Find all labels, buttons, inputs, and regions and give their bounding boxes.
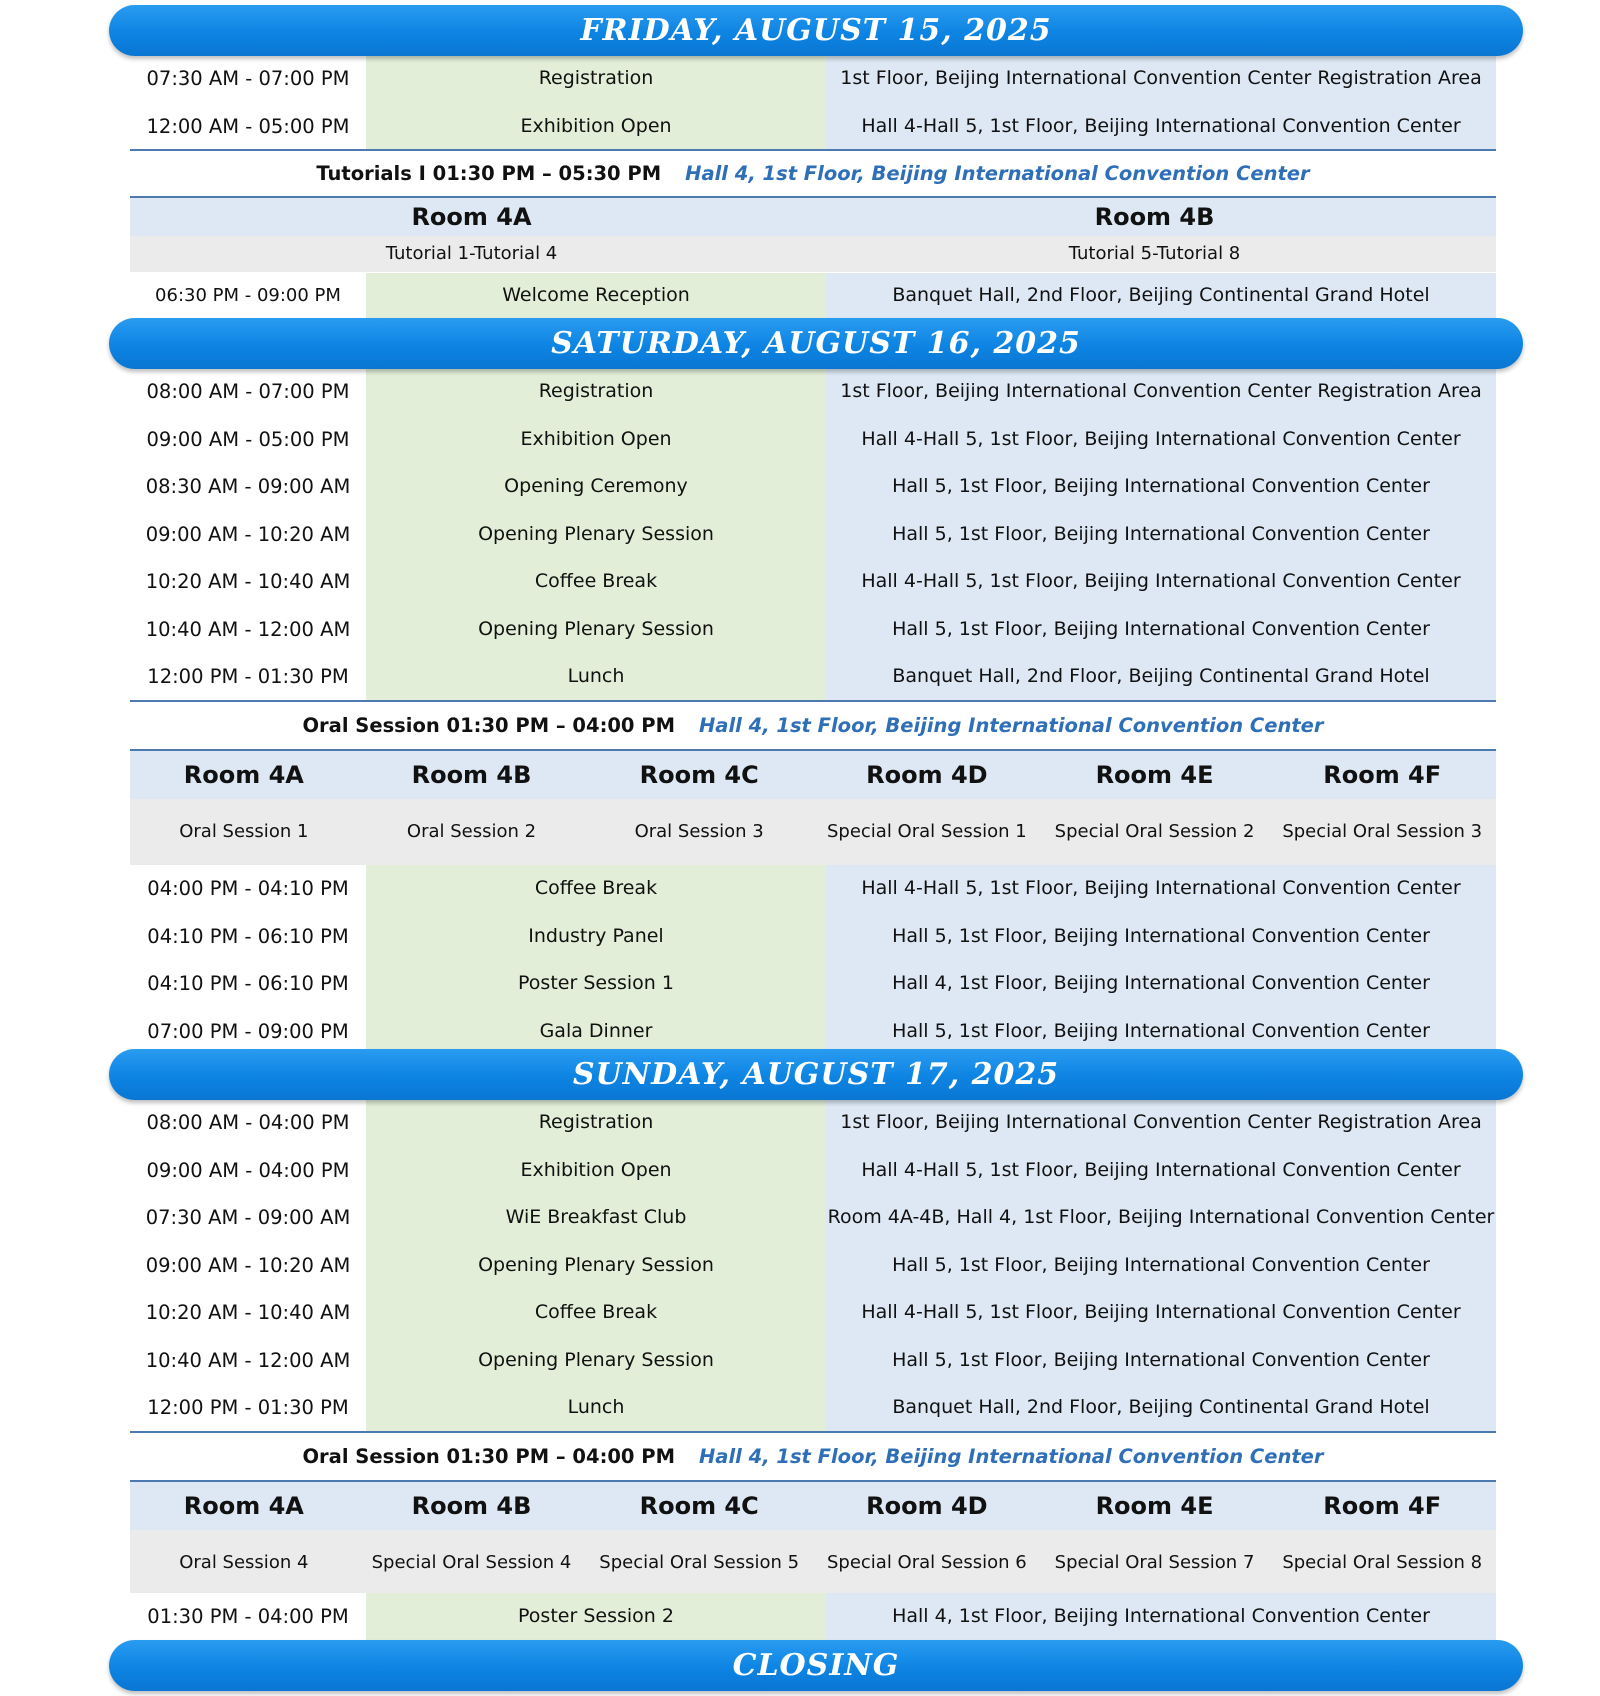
oral-session-heading: [130, 1431, 1496, 1482]
table-row: [130, 1289, 1496, 1337]
tutorials-heading: [130, 149, 1496, 198]
session-cell: Special Oral Session 2: [1054, 821, 1255, 842]
time-cell: 09:00 AM - 10:20 AM: [130, 511, 366, 559]
event-cell: Registration: [366, 55, 826, 103]
venue-cell: Hall 5, 1st Floor, Beijing International Convention Center: [826, 463, 1496, 511]
time-cell: 07:30 AM - 07:00 PM: [130, 55, 366, 103]
room-header: Room 4D: [866, 1492, 988, 1520]
time-cell: 12:00 AM - 05:00 PM: [130, 103, 366, 151]
day-title: SATURDAY, AUGUST 16, 2025: [551, 326, 1081, 361]
event-cell: Exhibition Open: [366, 103, 826, 151]
time-cell: 04:10 PM - 06:10 PM: [130, 960, 366, 1008]
time-cell: 04:00 PM - 04:10 PM: [130, 865, 366, 913]
table-row: [130, 273, 1496, 318]
day-title: FRIDAY, AUGUST 15, 2025: [580, 13, 1052, 48]
venue-cell: Hall 5, 1st Floor, Beijing International Convention Center: [826, 913, 1496, 961]
table-row: [130, 416, 1496, 464]
session-cell: Special Oral Session 4: [371, 1552, 572, 1573]
closing-banner: [109, 1640, 1523, 1691]
event-cell: Opening Plenary Session: [366, 511, 826, 559]
session-cell: Special Oral Session 6: [826, 1552, 1027, 1573]
event-cell: Poster Session 1: [366, 960, 826, 1008]
session-cell: Oral Session 4: [179, 1552, 309, 1573]
time-cell: 07:30 AM - 09:00 AM: [130, 1194, 366, 1242]
room-header: Room 4B: [411, 761, 532, 789]
section-location: Hall 4, 1st Floor, Beijing International Convention Center: [698, 714, 1324, 737]
room-header: Room 4C: [639, 1492, 759, 1520]
time-cell: 07:00 PM - 09:00 PM: [130, 1008, 366, 1056]
tutorial-row: [130, 236, 1496, 272]
time-cell: 06:30 PM - 09:00 PM: [130, 273, 366, 318]
event-cell: Opening Plenary Session: [366, 1242, 826, 1290]
room-header: Room 4C: [639, 761, 759, 789]
table-row: [130, 511, 1496, 559]
venue-cell: Hall 4-Hall 5, 1st Floor, Beijing International Convention Center: [826, 1289, 1496, 1337]
section-label: Oral Session 01:30 PM – 04:00 PM: [302, 714, 675, 737]
section-location: Hall 4, 1st Floor, Beijing International Convention Center: [685, 162, 1310, 185]
table-row: [130, 463, 1496, 511]
table-row: [130, 960, 1496, 1008]
venue-cell: Hall 4-Hall 5, 1st Floor, Beijing International Convention Center: [826, 865, 1496, 913]
event-cell: Opening Ceremony: [366, 463, 826, 511]
venue-cell: Hall 4-Hall 5, 1st Floor, Beijing International Convention Center: [826, 1147, 1496, 1195]
table-row: [130, 1384, 1496, 1432]
room-header: Room 4A: [411, 203, 532, 231]
oral-session-row: [130, 799, 1496, 865]
room-header: Room 4F: [1323, 1492, 1442, 1520]
event-cell: Lunch: [366, 1384, 826, 1432]
venue-cell: Hall 5, 1st Floor, Beijing International Convention Center: [826, 606, 1496, 654]
venue-cell: Hall 4-Hall 5, 1st Floor, Beijing International Convention Center: [826, 103, 1496, 151]
venue-cell: Hall 4, 1st Floor, Beijing International Convention Center: [826, 960, 1496, 1008]
saturday-schedule-table: [130, 368, 1496, 701]
time-cell: 08:30 AM - 09:00 AM: [130, 463, 366, 511]
day-title: SUNDAY, AUGUST 17, 2025: [572, 1057, 1060, 1092]
reception-table: [130, 273, 1496, 318]
tutorial-cell: Tutorial 5-Tutorial 8: [1068, 243, 1241, 264]
event-cell: Poster Session 2: [366, 1593, 826, 1641]
event-cell: Exhibition Open: [366, 1147, 826, 1195]
table-row: [130, 558, 1496, 606]
event-cell: Coffee Break: [366, 1289, 826, 1337]
table-row: [130, 103, 1496, 151]
day-banner-saturday: [109, 318, 1523, 369]
table-row: [130, 1099, 1496, 1147]
table-row: [130, 1242, 1496, 1290]
room-header: Room 4B: [1094, 203, 1215, 231]
room-header: Room 4E: [1095, 761, 1214, 789]
venue-cell: Hall 5, 1st Floor, Beijing International Convention Center: [826, 1337, 1496, 1385]
section-label: Tutorials I 01:30 PM – 05:30 PM: [316, 162, 662, 185]
session-cell: Oral Session 3: [634, 821, 764, 842]
event-cell: Opening Plenary Session: [366, 606, 826, 654]
venue-cell: Banquet Hall, 2nd Floor, Beijing Continental Grand Hotel: [826, 653, 1496, 701]
venue-cell: Hall 5, 1st Floor, Beijing International Convention Center: [826, 511, 1496, 559]
table-row: [130, 1337, 1496, 1385]
saturday-evening-table: [130, 865, 1496, 1055]
venue-cell: 1st Floor, Beijing International Convention Center Registration Area: [826, 1099, 1496, 1147]
time-cell: 08:00 AM - 04:00 PM: [130, 1099, 366, 1147]
table-row: [130, 913, 1496, 961]
event-cell: Opening Plenary Session: [366, 1337, 826, 1385]
table-row: [130, 368, 1496, 416]
room-header: Room 4E: [1095, 1492, 1214, 1520]
sunday-poster-table: [130, 1593, 1496, 1641]
event-cell: Registration: [366, 1099, 826, 1147]
oral-room-header: [130, 751, 1496, 799]
venue-cell: Hall 4, 1st Floor, Beijing International Convention Center: [826, 1593, 1496, 1641]
room-header: Room 4D: [866, 761, 988, 789]
time-cell: 09:00 AM - 05:00 PM: [130, 416, 366, 464]
venue-cell: Room 4A-4B, Hall 4, 1st Floor, Beijing International Convention Center: [826, 1194, 1496, 1242]
oral-session-row: [130, 1530, 1496, 1596]
venue-cell: Hall 4-Hall 5, 1st Floor, Beijing International Convention Center: [826, 558, 1496, 606]
table-row: [130, 865, 1496, 913]
session-cell: Oral Session 1: [179, 821, 309, 842]
table-row: [130, 606, 1496, 654]
room-header: Room 4F: [1323, 761, 1442, 789]
oral-session-heading: [130, 700, 1496, 751]
closing-title: CLOSING: [732, 1648, 900, 1683]
table-row: [130, 1147, 1496, 1195]
session-cell: Special Oral Session 1: [826, 821, 1027, 842]
table-row: [130, 1008, 1496, 1056]
time-cell: 01:30 PM - 04:00 PM: [130, 1593, 366, 1641]
time-cell: 10:20 AM - 10:40 AM: [130, 558, 366, 606]
venue-cell: 1st Floor, Beijing International Convention Center Registration Area: [826, 368, 1496, 416]
time-cell: 04:10 PM - 06:10 PM: [130, 913, 366, 961]
oral-room-header: [130, 1482, 1496, 1530]
event-cell: Coffee Break: [366, 558, 826, 606]
table-row: [130, 653, 1496, 701]
day-banner-friday: [109, 5, 1523, 56]
event-cell: Registration: [366, 368, 826, 416]
session-cell: Special Oral Session 5: [599, 1552, 800, 1573]
session-cell: Special Oral Session 7: [1054, 1552, 1255, 1573]
sunday-schedule-table: [130, 1099, 1496, 1432]
time-cell: 09:00 AM - 04:00 PM: [130, 1147, 366, 1195]
time-cell: 09:00 AM - 10:20 AM: [130, 1242, 366, 1290]
venue-cell: Hall 5, 1st Floor, Beijing International Convention Center: [826, 1242, 1496, 1290]
venue-cell: Banquet Hall, 2nd Floor, Beijing Continental Grand Hotel: [826, 1384, 1496, 1432]
session-cell: Special Oral Session 8: [1282, 1552, 1483, 1573]
time-cell: 10:20 AM - 10:40 AM: [130, 1289, 366, 1337]
section-label: Oral Session 01:30 PM – 04:00 PM: [302, 1445, 675, 1468]
venue-cell: Banquet Hall, 2nd Floor, Beijing Continental Grand Hotel: [826, 273, 1496, 318]
table-row: [130, 1593, 1496, 1641]
table-row: [130, 55, 1496, 103]
tutorial-room-header: [130, 198, 1496, 236]
friday-schedule-table: [130, 55, 1496, 150]
session-cell: Special Oral Session 3: [1282, 821, 1483, 842]
table-row: [130, 1194, 1496, 1242]
venue-cell: Hall 4-Hall 5, 1st Floor, Beijing International Convention Center: [826, 416, 1496, 464]
event-cell: Coffee Break: [366, 865, 826, 913]
time-cell: 12:00 PM - 01:30 PM: [130, 1384, 366, 1432]
day-banner-sunday: [109, 1049, 1523, 1100]
section-location: Hall 4, 1st Floor, Beijing International Convention Center: [698, 1445, 1324, 1468]
tutorial-cell: Tutorial 1-Tutorial 4: [385, 243, 558, 264]
time-cell: 10:40 AM - 12:00 AM: [130, 606, 366, 654]
room-header: Room 4A: [183, 761, 304, 789]
venue-cell: Hall 5, 1st Floor, Beijing International Convention Center: [826, 1008, 1496, 1056]
event-cell: Lunch: [366, 653, 826, 701]
room-header: Room 4A: [183, 1492, 304, 1520]
time-cell: 08:00 AM - 07:00 PM: [130, 368, 366, 416]
event-cell: Welcome Reception: [366, 273, 826, 318]
room-header: Room 4B: [411, 1492, 532, 1520]
venue-cell: 1st Floor, Beijing International Convention Center Registration Area: [826, 55, 1496, 103]
event-cell: Exhibition Open: [366, 416, 826, 464]
event-cell: Gala Dinner: [366, 1008, 826, 1056]
session-cell: Oral Session 2: [406, 821, 537, 842]
event-cell: Industry Panel: [366, 913, 826, 961]
time-cell: 10:40 AM - 12:00 AM: [130, 1337, 366, 1385]
time-cell: 12:00 PM - 01:30 PM: [130, 653, 366, 701]
event-cell: WiE Breakfast Club: [366, 1194, 826, 1242]
